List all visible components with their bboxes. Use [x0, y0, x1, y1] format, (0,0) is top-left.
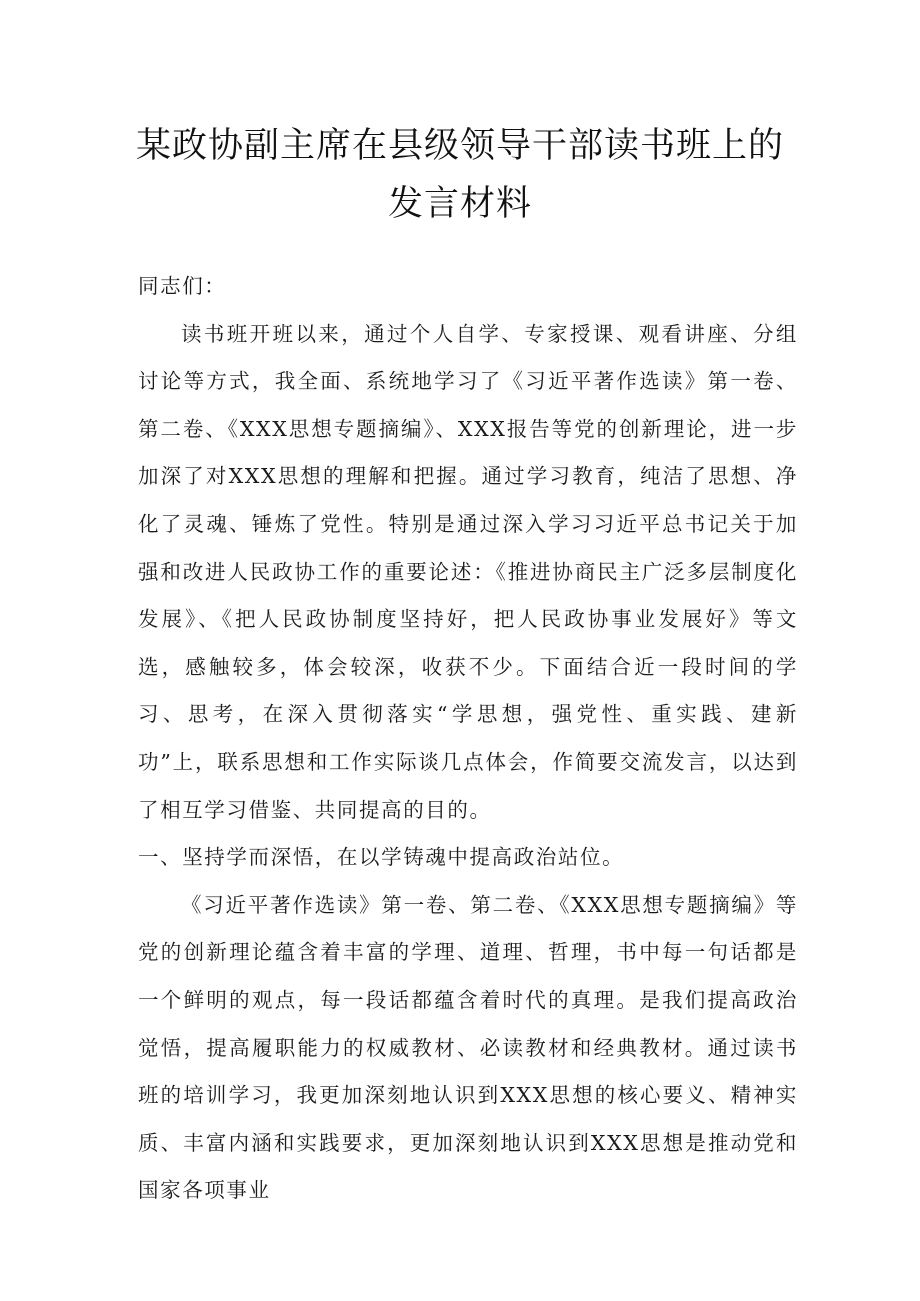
paragraph-intro: 读书班开班以来，通过个人自学、专家授课、观看讲座、分组讨论等方式，我全面、系统地学习了《习近平著作选读》第一卷、第二卷、《XXX思想专题摘编》、XXX报告等党的创新理论，进一步加深了对XXX思想的理解和把握。通过学习教育，纯洁了思想、净化了灵魂、锤炼了党性。特别是通过深入学习习近平总书记关于加强和改进人民政协工作的重要论述：《推进协商民主广泛多层制度化发展》、《把人民政协制度坚持好，把人民政协事业发展好》等文选，感触较多，体会较深，收获不少。下面结合近一段时间的学习、思考，在深入贯彻落实“学思想，强党性、重实践、建新功”上，联系思想和工作实际谈几点体会，作简要交流发言，以达到了相互学习借鉴、共同提高的目的。	[138, 321, 798, 822]
document-body	[138, 263, 798, 1215]
paragraph-section-1: 《习近平著作选读》第一卷、第二卷、《XXX思想专题摘编》等党的创新理论蕴含着丰富的学理、道理、哲理，书中每一句话都是一个鲜明的观点，每一段话都蕴含着时代的真理。是我们提高政治觉悟，提高履职能力的权威教材、必读教材和经典教材。通过读书班的培训学习，我更加深刻地认识到XXX思想的核心要义、精神实质、丰富内涵和实践要求，更加深刻地认识到XXX思想是推动党和国家各项事业	[138, 892, 798, 1203]
document-title-line-1: 某政协副主席在县级领导干部读书班上的	[135, 126, 784, 166]
document-title-line-2: 发言材料	[387, 184, 532, 224]
section-heading-1: 一、坚持学而深悟，在以学铸魂中提高政治站位。	[138, 845, 625, 870]
salutation: 同志们：	[138, 274, 227, 298]
